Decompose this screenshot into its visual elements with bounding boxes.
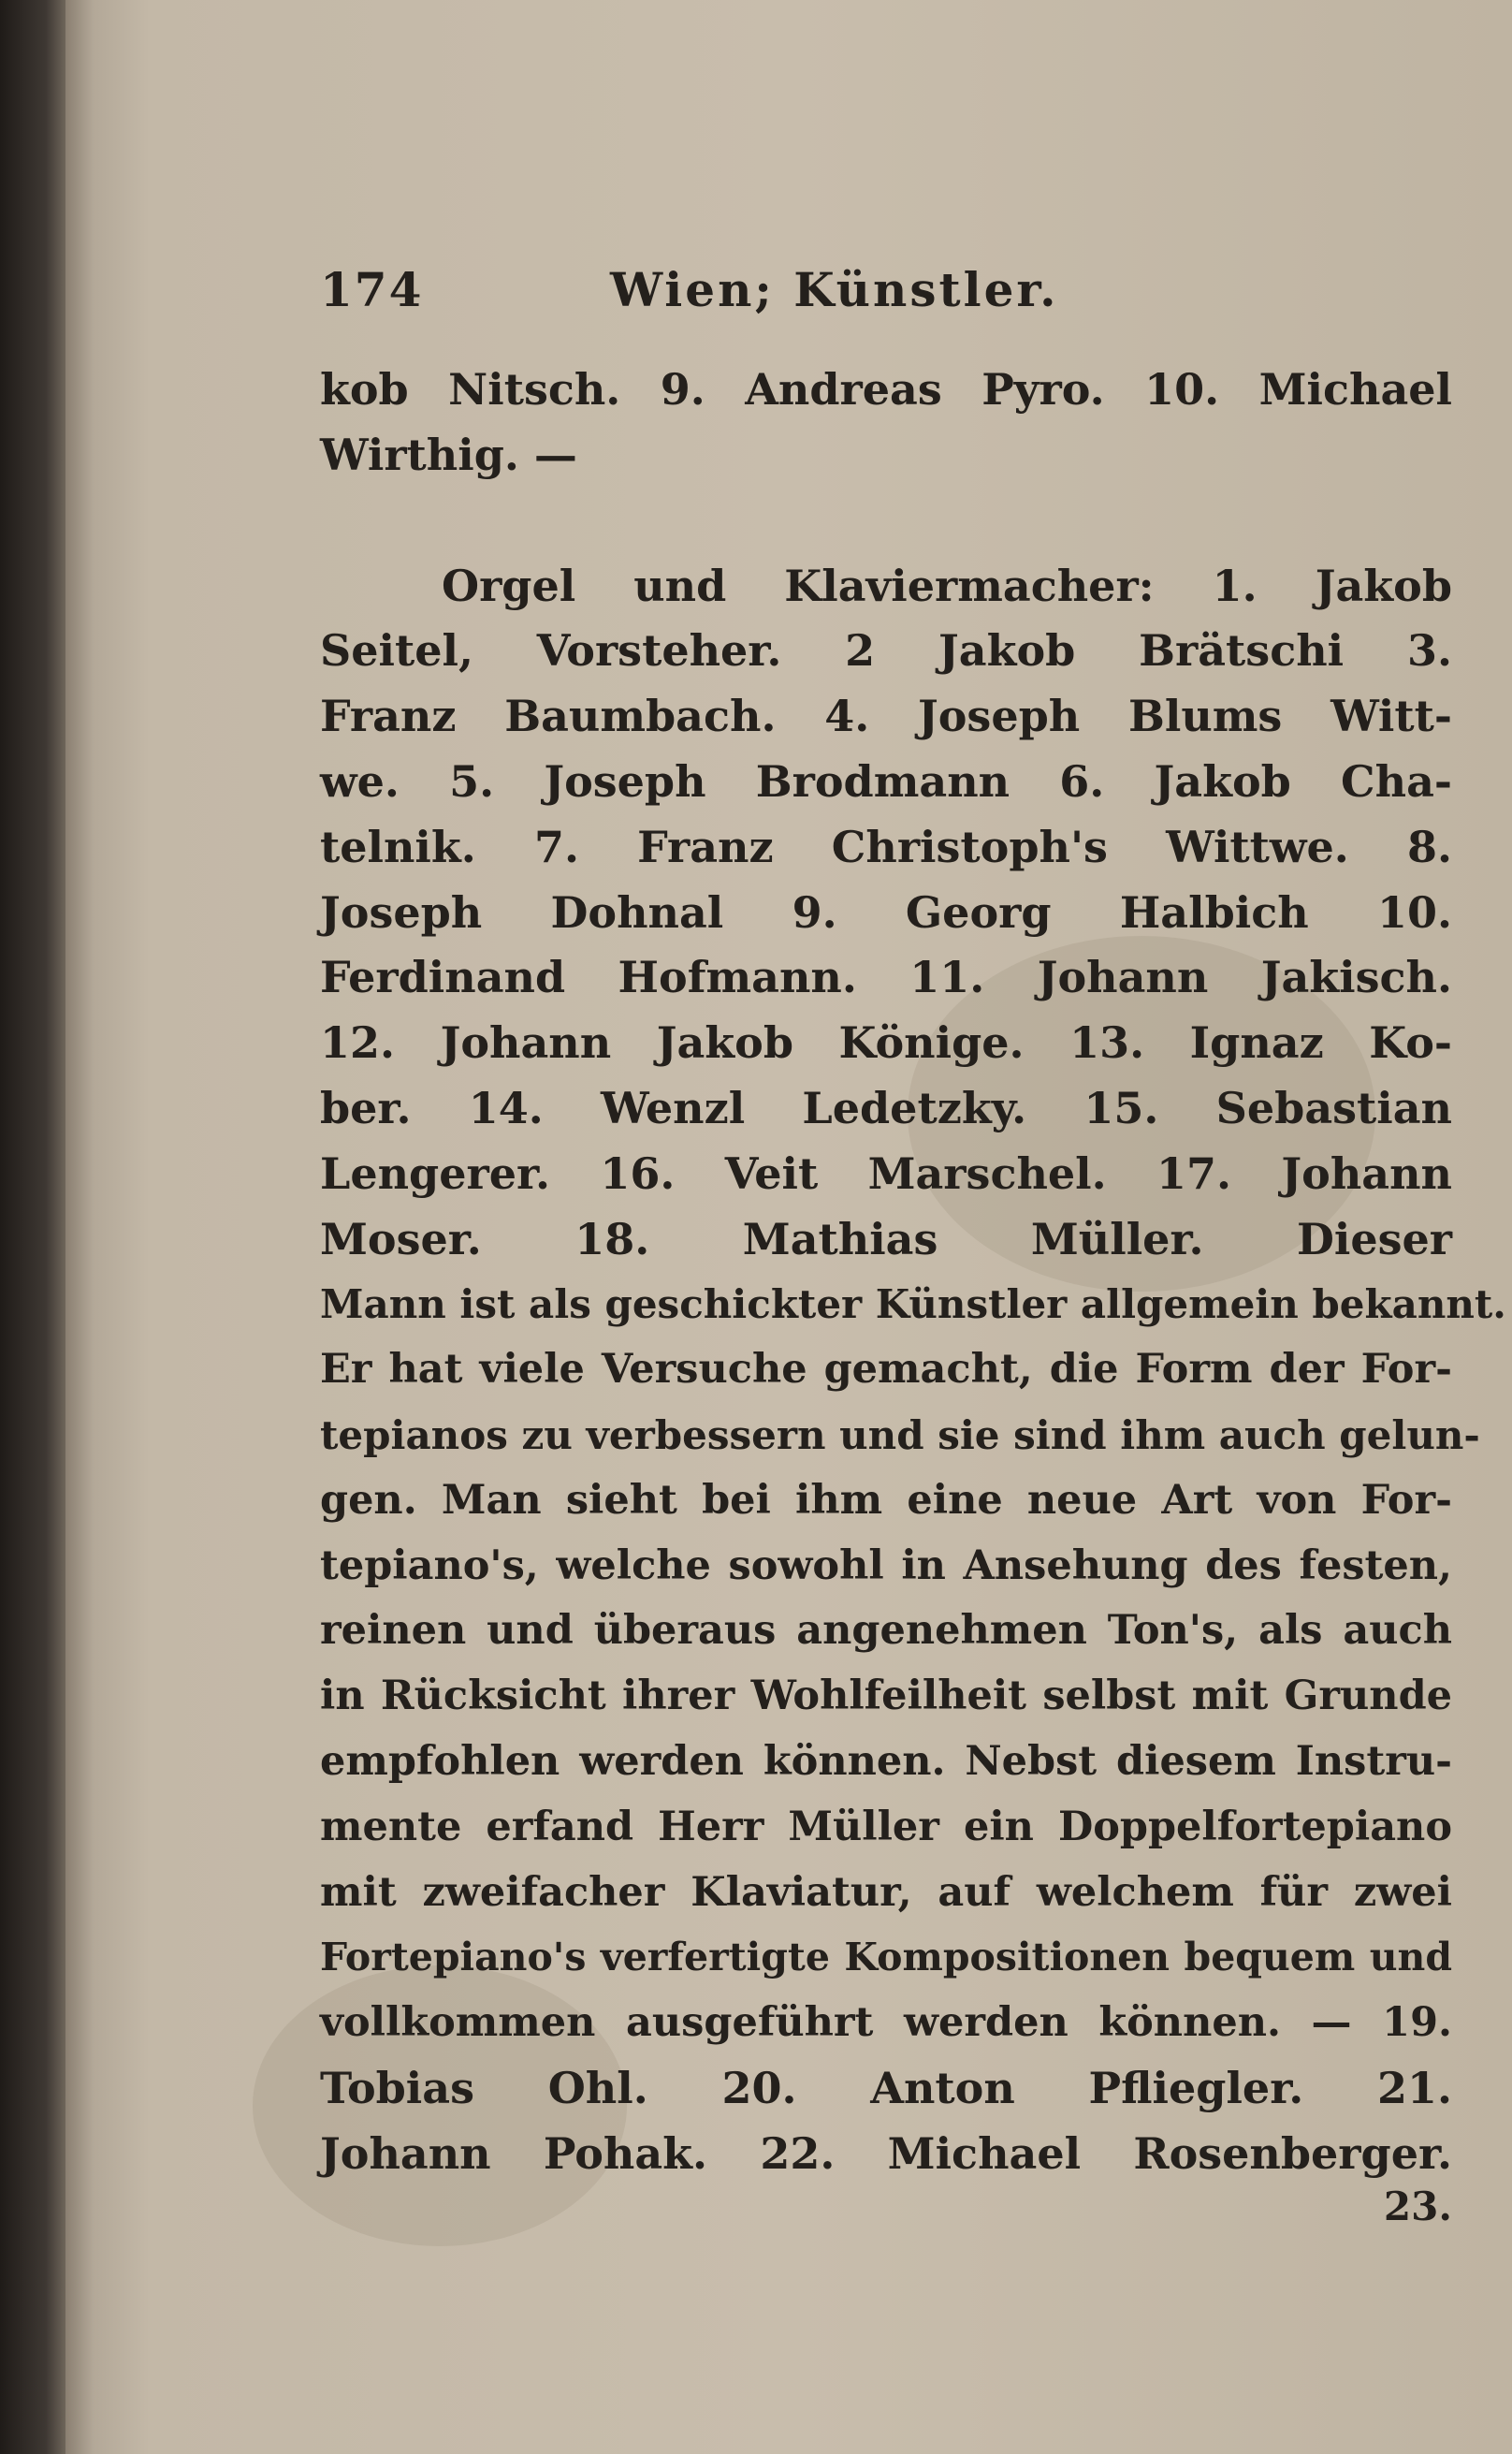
book-gutter-edge bbox=[0, 0, 65, 2454]
text-line: tepiano's, welche sowohl in Ansehung des festen, bbox=[320, 1541, 1452, 1589]
text-line: Ferdinand Hofmann. 11. Johann Jakisch. bbox=[320, 952, 1452, 1003]
text-line: kob Nitsch. 9. Andreas Pyro. 10. Michael bbox=[320, 364, 1452, 415]
page-header bbox=[320, 262, 1452, 337]
text-line: Seitel, Vorsteher. 2 Jakob Brätschi 3. bbox=[320, 625, 1452, 677]
text-line: mit zweifacher Klaviatur, auf welchem für zwei bbox=[320, 1868, 1452, 1916]
text-line: tepianos zu verbessern und sie sind ihm auch gelun- bbox=[320, 1411, 1480, 1458]
text-line: Fortepiano's verfertigte Kompositionen bequem und bbox=[320, 1935, 1452, 1980]
text-line: Orgel und Klaviermacher: 1. Jakob bbox=[442, 560, 1452, 611]
text-line: empfohlen werden können. Nebst diesem Instru- bbox=[320, 1737, 1452, 1785]
text-line: mente erfand Herr Müller ein Doppelfortepiano bbox=[320, 1803, 1452, 1850]
text-line: in Rücksicht ihrer Wohlfeilheit selbst mit Grunde bbox=[320, 1673, 1452, 1720]
text-line: vollkommen ausgeführt werden können. — 19. bbox=[320, 1999, 1452, 2047]
text-line: Mann ist als geschickter Künstler allgemein bekannt. bbox=[320, 1281, 1506, 1328]
running-title: Wien; Künstler. bbox=[610, 262, 1059, 317]
text-line: Er hat viele Versuche gemacht, die Form der For- bbox=[320, 1346, 1452, 1394]
text-line: 12. Johann Jakob Könige. 13. Ignaz Ko- bbox=[320, 1017, 1452, 1069]
text-line: telnik. 7. Franz Christoph's Wittwe. 8. bbox=[320, 821, 1452, 872]
text-line: ber. 14. Wenzl Ledetzky. 15. Sebastian bbox=[320, 1082, 1452, 1133]
printed-text-block bbox=[320, 262, 1506, 2229]
text-line: Franz Baumbach. 4. Joseph Blums Witt- bbox=[320, 691, 1452, 742]
text-line: we. 5. Joseph Brodmann 6. Jakob Cha- bbox=[320, 755, 1452, 807]
paragraph-spacer bbox=[320, 489, 1452, 554]
text-line: Joseph Dohnal 9. Georg Halbich 10. bbox=[320, 886, 1452, 938]
text-line: reinen und überaus angenehmen Ton's, als auch bbox=[320, 1607, 1452, 1655]
text-line: Moser. 18. Mathias Müller. Dieser bbox=[320, 1213, 1452, 1264]
text-line: gen. Man sieht bei ihm eine neue Art von For- bbox=[320, 1476, 1452, 1524]
text-line: Lengerer. 16. Veit Marschel. 17. Johann bbox=[320, 1147, 1452, 1199]
text-line: Tobias Ohl. 20. Anton Pfliegler. 21. bbox=[320, 2062, 1452, 2113]
text-line: Wirthig. — bbox=[320, 429, 577, 480]
page-number: 174 bbox=[320, 262, 424, 317]
catchword: 23. bbox=[1383, 2183, 1452, 2229]
body-text bbox=[320, 358, 1506, 2229]
text-line: Johann Pohak. 22. Michael Rosenberger. bbox=[320, 2127, 1452, 2179]
